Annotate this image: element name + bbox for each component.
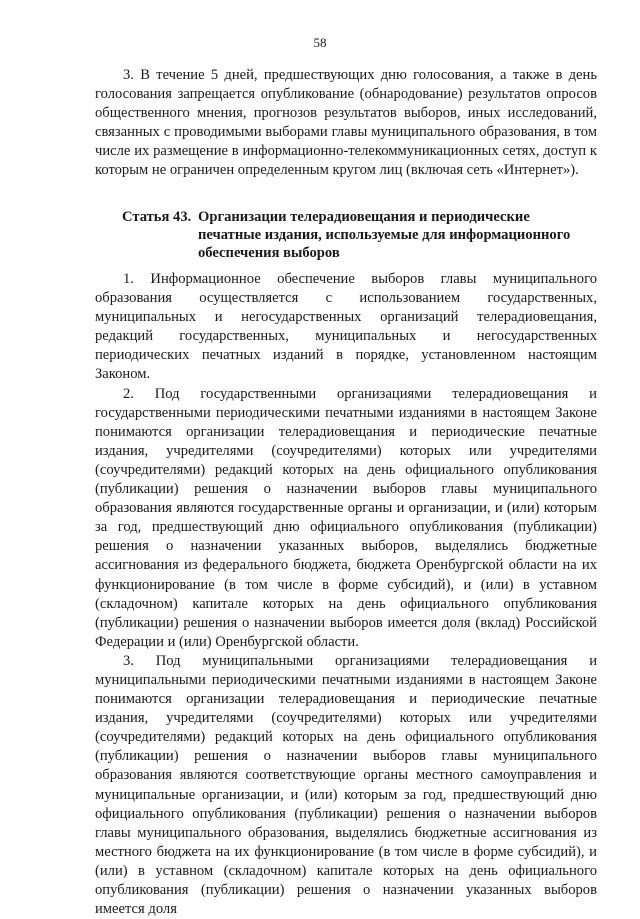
article-paragraph-3: 3. Под муниципальными организациями телерадиовещания и муниципальными периодическими печатными изданиями в настоящем Законе понимаются организации телерадиовещания и периодические печатные издания, учредителями (соучредителями) которых или учредителями (соучредителями) редакций которых на день официального опубликования (публикации) решения о назначении выборов главы муниципального образования являются соответствующие органы местного самоуправления и муниципальные организации, и (или) которым за год, предшествующий дню официального опубликования (публикации) решения о назначении выборов главы муниципального образования, выделялись бюджетные ассигнования из местного бюджета на их функционирование (в том числе в форме субсидий), и (или) в уставном (складочном) капитале которых на день официального опубликования (публикации) решения о назначении указанных выборов имеется доля xyxy=(95,652,597,918)
article-title-line-1: Организации телерадиовещания и периодические xyxy=(198,209,530,225)
intro-section xyxy=(95,66,597,181)
article-paragraph-2: 2. Под государственными организациями телерадиовещания и государственными периодическими печатными изданиями в настоящем Законе понимаются организации телерадиовещания и периодические печатные издания, учредителями (соучредителями) которых или учредителями (соучредителями) редакций которых на день официального опубликования (публикации) решения о назначении выборов главы муниципального образования являются государственные органы и организации, и (или) которым за год, предшествующий дню официального опубликования (публикации) решения о назначении указанных выборов, выделялись бюджетные ассигнования из федерального бюджета, бюджета Оренбургской области на их функционирование (в том числе в форме субсидий), и (или) в уставном (складочном) капитале которых на день официального опубликования (публикации) решения о назначении выборов имеется доля (вклад) Российской Федерации и (или) Оренбургской области. xyxy=(95,385,597,650)
article-title-line-2: печатные издания, используемые для информационного xyxy=(198,227,571,244)
intro-paragraph: 3. В течение 5 дней, предшествующих дню голосования, а также в день голосования запрещается опубликование (обнародование) результатов опросов общественного мнения, прогнозов результатов выборов, иных исследований, связанных с проводимыми выборами главы муниципального образования, в том числе их размещение в информационно-телекоммуникационных сетях, доступ к которым не ограничен определенным кругом лиц (включая сеть «Интернет»). xyxy=(95,67,597,179)
article-number: Статья 43. xyxy=(122,209,192,225)
article-heading xyxy=(122,208,597,263)
article-title-line-3: обеспечения выборов xyxy=(198,245,340,262)
article-body xyxy=(95,270,597,919)
article-paragraph-1: 1. Информационное обеспечение выборов главы муниципального образования осуществляется с использованием государственных, муниципальных и негосударственных организаций телерадиовещания, редакций государственных, муниципальных и негосударственных периодических печатных изданий в порядке, установленном настоящим Законом. xyxy=(95,271,597,383)
page-number: 58 xyxy=(313,35,327,50)
